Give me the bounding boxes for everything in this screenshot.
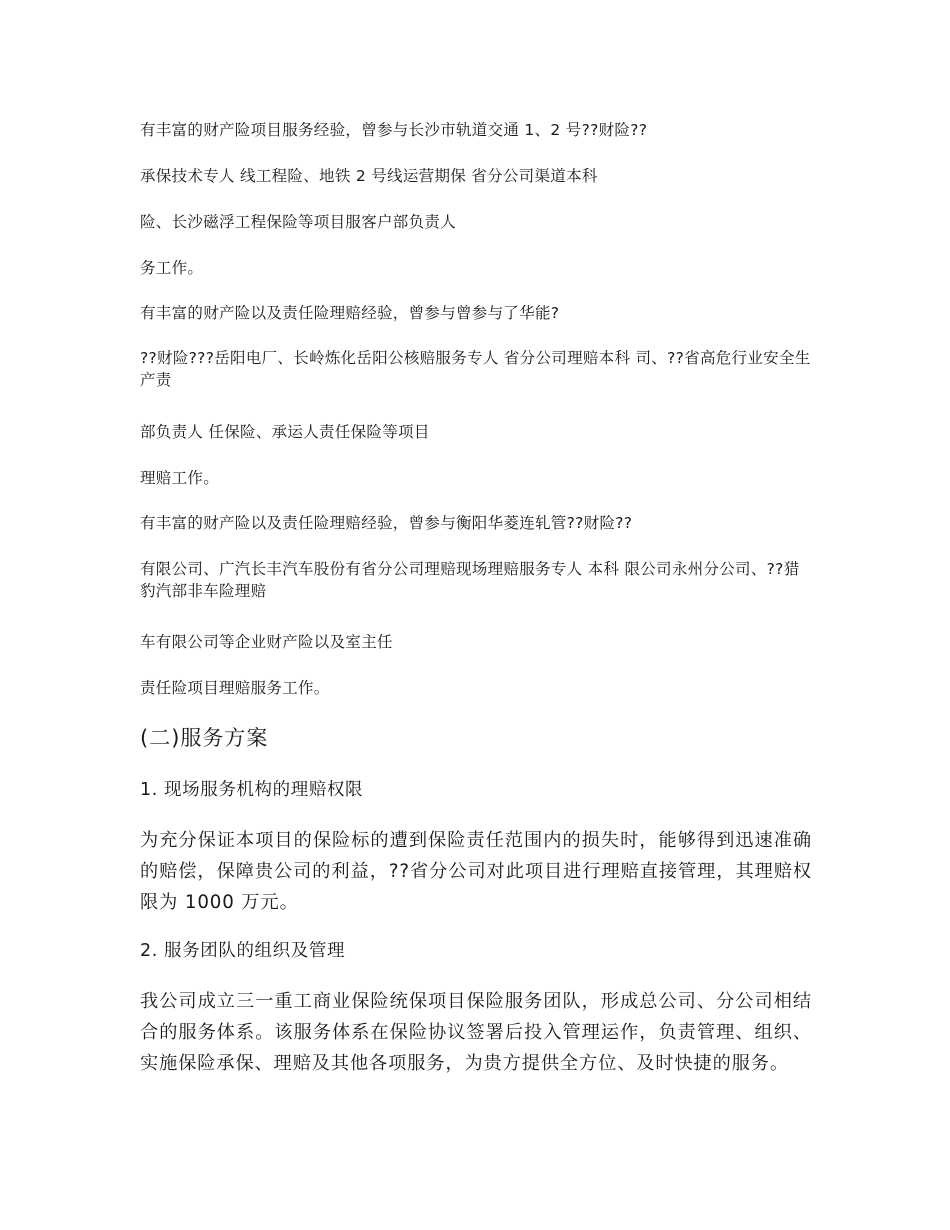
text-line: 责任险项目理赔服务工作。 [140,679,330,697]
text-line: 部负责人 任保险、承运人责任保险等项目 [140,423,430,441]
text-line: 有丰富的财产险项目服务经验，曾参与长沙市轨道交通 1、2 号??财险?? [140,121,648,139]
item1-title: 1. 现场服务机构的理赔权限 [140,780,364,800]
text-line: ??财险???岳阳电厂、长岭炼化岳阳公核赔服务专人 省分公司理赔本科 司、??省高危行业安全生产责 [140,349,811,389]
text-line: 有限公司、广汽长丰汽车股份有省分公司理赔现场理赔服务专人 本科 限公司永州分公司、??猎豹汽部非车险理赔 [140,560,800,600]
text-line: 务工作。 [140,259,204,277]
text-line: 车有限公司等企业财产险以及室主任 [140,633,393,651]
text-line: 有丰富的财产险以及责任险理赔经验，曾参与衡阳华菱连轧管??财险?? [140,514,633,532]
text-line: 有丰富的财产险以及责任险理赔经验，曾参与曾参与了华能? [140,304,560,322]
item1-body: 为充分保证本项目的保险标的遭到保险责任范围内的损失时，能够得到迅速准确的赔偿，保障贵公司的利益，??省分公司对此项目进行理赔直接管理，其理赔权限为 1000 万元。 [140,830,812,913]
text-line: 承保技术专人 线工程险、地铁 2 号线运营期保 省分公司渠道本科 [140,167,598,185]
item2-title: 2. 服务团队的组织及管理 [140,941,346,961]
text-line: 险、长沙磁浮工程保险等项目服客户部负责人 [140,213,457,231]
item2-body: 我公司成立三一重工商业保险统保项目保险服务团队，形成总公司、分公司相结合的服务体系。该服务体系在保险协议签署后投入管理运作，负责管理、组织、实施保险承保、理赔及其他各项服务，为贵方提供全方位、及时快捷的服务。 [140,991,812,1074]
text-line: 理赔工作。 [140,469,220,487]
section-title: (二)服务方案 [140,726,269,750]
